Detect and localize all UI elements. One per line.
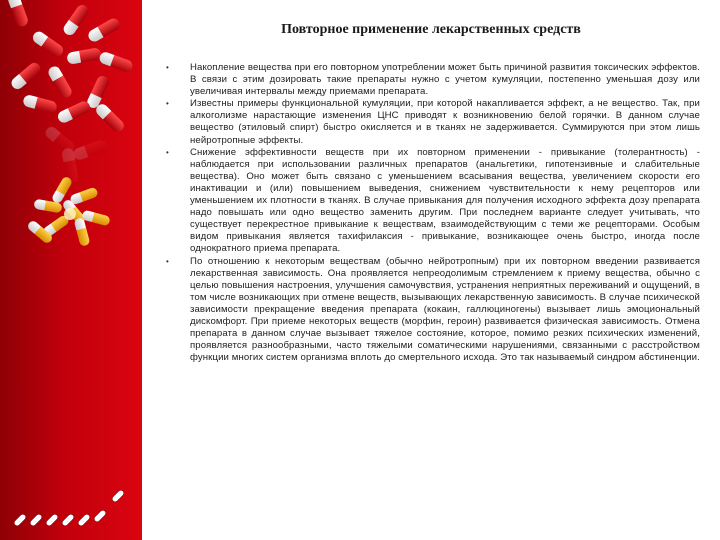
capsules-reflection-icon [43, 124, 108, 182]
bullet-marker: • [166, 63, 169, 72]
bullet-marker: • [166, 99, 169, 109]
decorative-sidebar [0, 0, 142, 540]
bullet-item [160, 256, 700, 365]
slide-content [142, 0, 720, 540]
capsules-illustration [0, 0, 142, 540]
capsule-row-bottom-icon [13, 489, 125, 527]
bullet-text: Снижение эффективности веществ при их повторном применении - привыкание (толерантность) - наблюдается при использовании различных препаратов (анальгетики, гипотензивные и слабительные вещества). Оно может быть связано с уменьшением всасывания вещества, увеличением скорости его инактивации и (или) повышением выведения, снижением чувствительности к нему рецепторов или уменьшением их плотности в тканях. В случае привыкания для получения исходного эффекта дозу препарата надо повышать или одно вещество заменить другим. При последнем варианте следует учитывать, что существует перекрестное привыкание к веществам, взаимодействующим с теми же рецепторами. Особым видом привыкания является тахифилаксия - привыкание, возникающее очень быстро, иногда после однократного приема препарата. [190, 146, 700, 255]
bullet-text: Известны примеры функциональной кумуляции, при которой накапливается эффект, а не вещество. Так, при алкоголизме нарастающие изменения ЦНС приводят к возникновению белой горячки. В данном случае вещество (этиловый спирт) быстро окисляется и в тканях не задерживается. Суммируются при этом лишь нейротропные эффекты. [190, 98, 700, 146]
bullet-marker: • [166, 147, 169, 157]
slide-title: Повторное применение лекарственных средств [281, 22, 581, 37]
bullet-text: По отношению к некоторым веществам (обычно нейротропным) при их повторном введении развивается лекарственная зависимость. Она проявляется непреодолимым стремлением к приему вещества, обычно с целью повышения настроения, улучшения самочувствия, устранения неприятных переживаний и ощущений, в том числе возникающих при отмене веществ, вызывающих лекарственную зависимость. В случае психической зависимости прекращение введения препарата (кокаин, галлюциногены) вызывает лишь эмоциональный дискомфорт. При приеме некоторых веществ (морфин, героин) развивается физическая зависимость. Отмена препарата в данном случае вызывает тяжелое состояние, которое, помимо резких психических изменений, проявляется разнообразными, часто тяжелыми соматическими нарушениями, связанными с расстройством функции многих систем организма вплоть до смертельного исхода. Это так называемый синдром абстиненции. [190, 255, 700, 364]
capsules-top-icon [7, 0, 134, 134]
bullet-marker: • [166, 256, 169, 266]
bullet-item [160, 98, 700, 146]
bullet-item [160, 147, 700, 256]
bullet-item [160, 62, 700, 98]
capsules-middle-icon [26, 175, 111, 246]
bullet-list [160, 62, 700, 364]
bullet-text: Накопление вещества при его повторном употреблении может быть причиной развития токсических эффектов. В связи с этим дозировать такие препараты нужно с учетом кумуляции, постепенно уменьшая дозу или увеличивая интервалы между приемами препарата. [190, 62, 700, 98]
